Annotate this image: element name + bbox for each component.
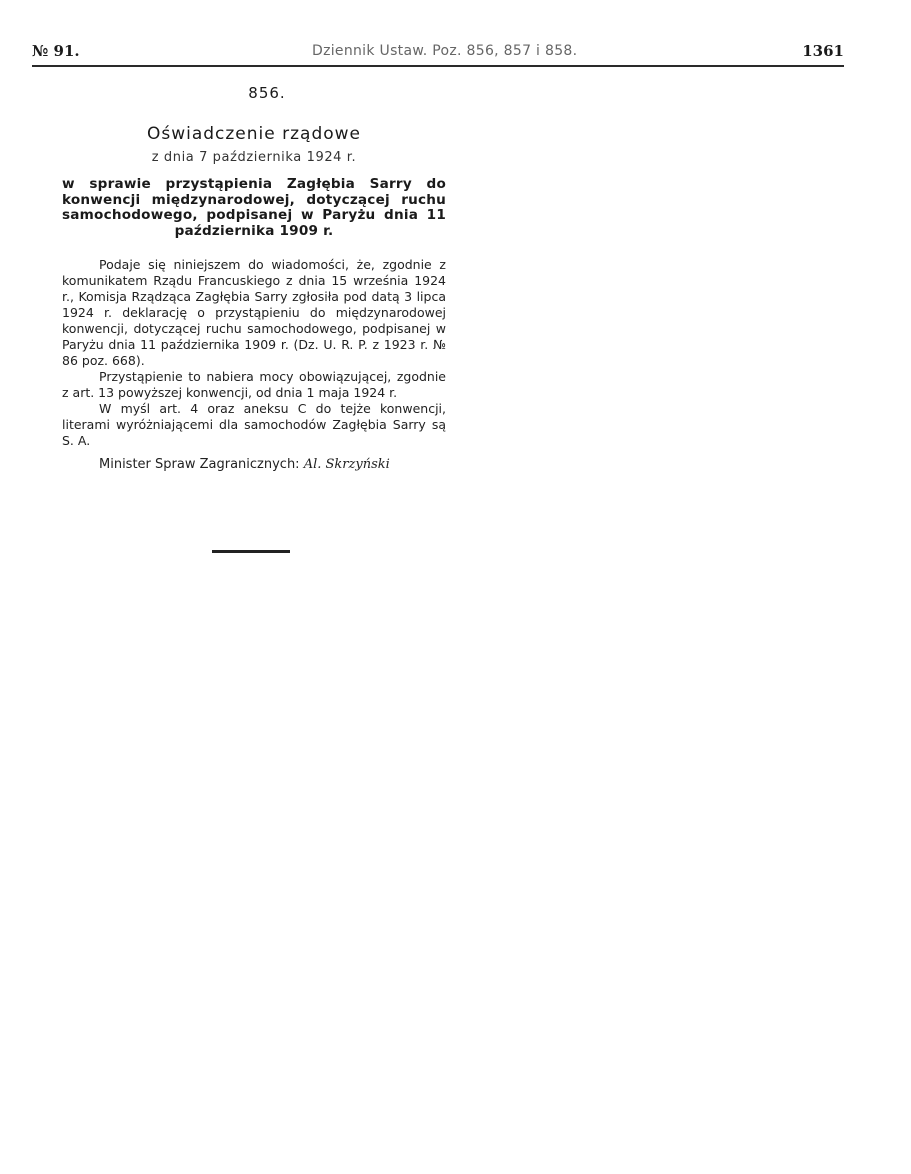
document-title: Oświadczenie rządowe [146,124,362,144]
paragraph: W myśl art. 4 oraz aneksu C do tejże konwencji, literami wyróżniającemi dla samochodów Zagłębia Sarry są S. A. [62,401,446,448]
signature-role: Minister Spraw Zagranicznych: [99,457,300,472]
page-header [32,42,844,64]
document-number: 856. [248,84,286,102]
issue-number: № 91. [32,42,80,60]
document-column [62,84,446,472]
header-rule [32,65,844,67]
document-subject: w sprawie przystąpienia Zagłębia Sarry do konwencji międzynarodowej, dotyczącej ruchu samochodowego, podpisanej w Paryżu dnia 11 października 1909 r. [62,176,446,239]
running-title: Dziennik Ustaw. Poz. 856, 857 i 858. [312,43,578,59]
end-rule [212,550,290,553]
page-number: 1361 [802,42,844,60]
signature-name: Al. Skrzyński [303,457,390,472]
signature-line [99,457,446,472]
paragraph: Podaje się niniejszem do wiadomości, że, zgodnie z komunikatem Rządu Francuskiego z dnia 15 września 1924 r., Komisja Rządząca Zagłębia Sarry zgłosiła pod datą 3 lipca 1924 r. deklarację o przystąpieniu do międzynarodowej konwencji, dotyczącej ruchu samochodowego, podpisanej w Paryżu dnia 11 października 1909 r. (Dz. U. R. P. z 1923 r. № 86 poz. 668). [62,257,446,368]
document-date: z dnia 7 października 1924 r. [151,150,357,165]
paragraph: Przystąpienie to nabiera mocy obowiązującej, zgodnie z art. 13 powyższej konwencji, od dnia 1 maja 1924 r. [62,369,446,400]
